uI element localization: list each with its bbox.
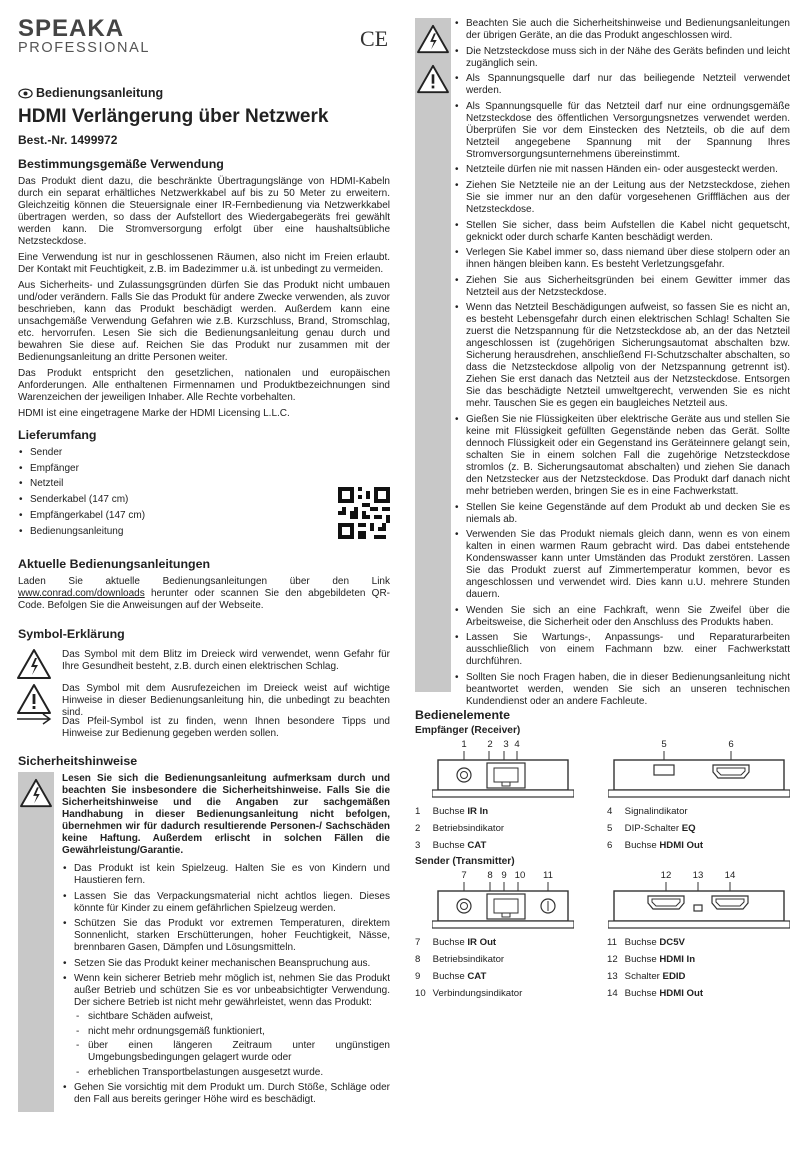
part-item: 8 Betriebsindikator — [415, 954, 505, 965]
safety-item: • Als Spannungsquelle für das Netzteil darf nur eine ordnungsgemäße Netzsteckdose des öffentlichen Versorgungsnetzes verwendet werden. Überprüfen Sie vor dem Einstecken des Netzteils, ob die auf dem Netzteil angegebene Spannung mit der Spannung Ihres Stromversorgungsunternehmens übereinstimmt. — [454, 101, 790, 161]
callout-9: 9 — [501, 870, 507, 881]
doc-header — [18, 86, 390, 147]
doc-kind: Bedienungsanleitung — [36, 86, 164, 100]
safety-item: • Das Produkt ist kein Spielzeug. Halten Sie es von Kindern und Haustieren fern. — [62, 863, 390, 887]
safety-body-left — [62, 773, 390, 1110]
manuals-heading: Aktuelle Bedienungsanleitungen — [18, 557, 211, 571]
downloads-link[interactable]: www.conrad.com/downloads — [18, 587, 145, 599]
safety-item: • Netzteile dürfen nie mit nassen Händen ein- oder ausgesteckt werden. — [454, 164, 790, 176]
symbol-desc: Das Symbol mit dem Ausrufezeichen im Dreieck weist auf wichtige Hinweise in dieser Bedienungsanleitung hin, die unbedingt zu beachten sind. — [62, 683, 390, 718]
safety-item — [62, 973, 390, 1079]
manuals-section — [18, 557, 390, 616]
symbol-desc: Das Pfeil-Symbol ist zu finden, wenn Ihnen besondere Tipps und Hinweise zur Bedienung gegeben werden sollen. — [62, 716, 390, 739]
safety-body-right — [454, 18, 790, 712]
safety-item: • Gießen Sie nie Flüssigkeiten über elektrische Geräte aus und stellen Sie keine mit Flüssigkeit gefüllten Gegenstände neben das Gerät. Sollte dennoch Flüssigkeit oder ein Gegenstand ins Geräteinnere gelangt sein, schalten Sie in einem solchen Fall die zugehörige Netzsteckdose stromlos (z. B. Sicherungsautomat abschalten) und ziehen Sie danach den Netzstecker aus der Netzsteckdose. Das Produkt darf danach nicht mehr betrieben werden, bringen Sie es in eine Fachwerkstatt. — [454, 414, 790, 498]
receiver-back-diagram — [608, 750, 790, 802]
scope-item: • Bedienungsanleitung — [18, 526, 318, 538]
callout-7: 7 — [461, 870, 467, 881]
safety-item: • Als Spannungsquelle darf nur das beiliegende Netzteil verwendet werden. — [454, 73, 790, 97]
safety-item: • Beachten Sie auch die Sicherheitshinweise und Bedienungsanleitungen der übrigen Geräte, an die das Produkt angeschlossen wird. — [454, 18, 790, 42]
safety-subitem: - sichtbare Schäden aufweist, — [74, 1011, 390, 1023]
scope-item: • Empfängerkabel (147 cm) — [18, 510, 318, 522]
callout-13: 13 — [692, 870, 704, 881]
exclamation-warning-icon — [416, 64, 450, 98]
part-item: 4 Signalindikator — [607, 806, 688, 817]
sender-front-diagram — [432, 881, 574, 933]
symbol-desc: Das Symbol mit dem Blitz im Dreieck wird verwendet, wenn Gefahr für Ihre Gesundheit besteht, z.B. durch einen elektrischen Schlag. — [62, 649, 390, 672]
scope-item: • Netzteil — [18, 478, 318, 490]
safety-item: • Wenn das Netzteil Beschädigungen aufweist, so fassen Sie es nicht an, es besteht Lebensgefahr durch einen elektrischen Schlag! Schalten Sie zuerst die Netzspannung für die Netzsteckdose ab, an der das Netzteil angeschlossen ist (zugehörigen Sicherungsautomat abschalten bzw. Sicherung herausdrehen, anschließend FI-Schutzschalter abschalten, so dass die Netzsteckdose allpolig von der Netzspannung getrennt ist). Ziehen Sie erst danach das Netzteil aus der Netzsteckdose. Entsorgen Sie das beschädigte Netzteil umweltgerecht, verwenden Sie es nicht mehr. Tauschen Sie es gegen ein baugleiches Netzteil aus. — [454, 302, 790, 410]
receiver-front-diagram — [432, 750, 574, 802]
safety-item: • Lassen Sie das Verpackungsmaterial nicht achtlos liegen. Dieses könnte für Kinder zu einem gefährlichen Spielzeug werden. — [62, 891, 390, 915]
safety-section — [18, 754, 390, 773]
ce-mark: CE — [360, 26, 389, 51]
order-number: Best.-Nr. 1499972 — [18, 132, 118, 147]
safety-subitem: - nicht mehr ordnungsgemäß funktioniert, — [74, 1026, 390, 1038]
safety-heading: Sicherheitshinweise — [18, 754, 138, 768]
safety-item: • Verwenden Sie das Produkt niemals gleich dann, wenn es von einem kalten in einen warmen Raum gebracht wird. Das dabei entstehende Kondenswasser kann unter Umständen das Produkt zerstören. Lassen Sie das Produkt zuerst auf Zimmertemperatur kommen, bevor es angeschlossen und verwendet wird. Dies kann u.U. mehrere Stunden dauern. — [454, 529, 790, 601]
intended-para: Eine Verwendung ist nur in geschlossenen Räumen, also nicht im Freien erlaubt. Der Kontakt mit Feuchtigkeit, z.B. im Badezimmer u.ä. ist unbedingt zu vermeiden. — [18, 251, 390, 275]
safety-item: • Stellen Sie sicher, dass beim Aufstellen die Kabel nicht gequetscht, geknickt oder durch scharfe Kanten beschädigt werden. — [454, 220, 790, 244]
safety-item: • Lassen Sie Wartungs-, Anpassungs- und Reparaturarbeiten ausschließlich von einem Fachmann bzw. einer Fachwerkstatt durchführen. — [454, 632, 790, 668]
callout-11: 11 — [543, 870, 553, 881]
safety-item: • Sollten Sie noch Fragen haben, die in dieser Bedienungsanleitung nicht beantwortet werden, wenden Sie sich an unseren technischen Kundendienst oder an andere Fachleute. — [454, 672, 790, 708]
controls-section — [415, 708, 520, 737]
part-item: 14 Buchse HDMI Out — [607, 988, 704, 999]
sender-back-diagram — [608, 881, 790, 933]
safety-item: • Gehen Sie vorsichtig mit dem Produkt um. Durch Stöße, Schläge oder den Fall aus bereits geringer Höhe wird es beschädigt. — [62, 1082, 390, 1106]
symbols-section — [18, 627, 390, 646]
part-item: 2 Betriebsindikator — [415, 823, 505, 834]
callout-5: 5 — [661, 739, 667, 750]
callout-1: 1 — [461, 739, 467, 750]
callout-3: 3 — [503, 739, 509, 750]
safety-item-text: Wenn kein sicherer Betrieb mehr möglich ist, nehmen Sie das Produkt außer Betrieb und schützen Sie es vor unbeabsichtigter Verwendung. Der sichere Betrieb ist nicht mehr gewährleistet, wenn das Produkt: — [74, 973, 390, 1009]
lightning-warning-icon — [416, 24, 450, 58]
manuals-text: Laden Sie aktuelle Bedienungsanleitungen über den Link — [18, 575, 390, 587]
receiver-heading: Empfänger (Receiver) — [415, 724, 521, 736]
manuals-text-after: herunter oder scannen Sie den abgebildeten QR-Code. Befolgen Sie die Anweisungen auf der Webseite. — [18, 587, 390, 611]
callout-6: 6 — [728, 739, 734, 750]
part-item: 7 Buchse IR Out — [415, 937, 497, 948]
part-item: 6 Buchse HDMI Out — [607, 840, 704, 851]
symbols-heading: Symbol-Erklärung — [18, 627, 125, 641]
callout-10: 10 — [514, 870, 526, 881]
safety-item: • Verlegen Sie Kabel immer so, dass niemand über diese stolpern oder an ihnen hängen bleiben kann. Es besteht Verletzungsgefahr. — [454, 247, 790, 271]
lightning-warning-icon — [19, 778, 53, 812]
safety-subitem: - erheblichen Transportbelastungen ausgesetzt wurde. — [74, 1067, 390, 1079]
intended-para: Das Produkt entspricht den gesetzlichen, nationalen und europäischen Anforderungen. Alle enthaltenen Firmennamen und Produktbezeichnungen sind Warenzeichen der jeweiligen Inhaber. Alle Rechte vorbehalten. — [18, 367, 390, 403]
brand-sub: PROFESSIONAL — [18, 40, 151, 56]
eye-icon — [18, 88, 33, 103]
scope-item: • Empfänger — [18, 463, 318, 475]
callout-12: 12 — [660, 870, 672, 881]
part-item: 5 DIP-Schalter EQ — [607, 823, 696, 834]
sender-heading: Sender (Transmitter) — [415, 856, 515, 867]
intended-use-section — [18, 157, 390, 424]
scope-section — [18, 428, 318, 542]
safety-item: • Ziehen Sie Netzteile nie an der Leitung aus der Netzsteckdose, ziehen Sie sie immer nur an den dafür vorgesehenen Griffflächen aus der Netzsteckdose. — [454, 180, 790, 216]
brand-name: SPEAKA — [18, 15, 125, 42]
callout-8: 8 — [487, 870, 493, 881]
receiver-parts-right — [607, 806, 787, 857]
part-item: 9 Buchse CAT — [415, 971, 487, 982]
scope-item: • Senderkabel (147 cm) — [18, 494, 318, 506]
safety-item: • Ziehen Sie aus Sicherheitsgründen bei einem Gewitter immer das Netzteil aus der Netzsteckdose. — [454, 275, 790, 299]
scope-heading: Lieferumfang — [18, 428, 97, 442]
intended-use-heading: Bestimmungsgemäße Verwendung — [18, 157, 224, 171]
safety-item: • Die Netzsteckdose muss sich in der Nähe des Geräts befinden und leicht zugänglich sein. — [454, 46, 790, 70]
intended-para: Das Produkt dient dazu, die beschränkte Übertragungslänge von HDMI-Kabeln durch ein separat erhältliches Netzwerkkabel auf bis zu 50 Meter zu erweitern. Gleichzeitig können die Steuersignale einer IR-Fernbedienung via Netzwerkkabel übertragen werden, so dass der Aufstellort des Wiedergabegeräts frei gewählt werden kann. Die Stromversorgung erfolgt über eine haushaltsübliche Netzsteckdose. — [18, 175, 390, 247]
receiver-parts-left — [415, 806, 595, 857]
safety-item: • Setzen Sie das Produkt keiner mechanischen Beanspruchung aus. — [62, 958, 390, 970]
part-item: 13 Schalter EDID — [607, 971, 686, 982]
callout-14: 14 — [724, 870, 736, 881]
safety-intro: Lesen Sie sich die Bedienungsanleitung aufmerksam durch und beachten Sie insbesondere die Sicherheitshinweise. Falls Sie die Sicherheitshinweise und die Angaben zur sachgemäßen Handhabung in dieser Bedienungsanleitung nicht befolgen, übernehmen wir für dadurch resultierende Personen-/ Sachschäden keine Haftung. Außerdem erlischt in solchen Fällen die Gewährleistung/Garantie. — [62, 773, 390, 856]
arrow-right-icon — [16, 713, 52, 729]
part-item: 11 Buchse DC5V — [607, 937, 685, 948]
controls-heading: Bedienelemente — [415, 708, 511, 722]
sender-parts-left — [415, 937, 595, 1005]
brand-logo — [18, 15, 168, 57]
safety-subitem: - über einen längeren Zeitraum unter ungünstigen Umgebungsbedingungen gelagert wurde oder — [74, 1040, 390, 1064]
sender-parts-right — [607, 937, 787, 1005]
qr-code[interactable] — [338, 487, 390, 543]
intended-para: HDMI ist eine eingetragene Marke der HDMI Licensing L.L.C. — [18, 407, 290, 419]
safety-item: • Schützen Sie das Produkt vor extremen Temperaturen, direktem Sonnenlicht, starken Erschütterungen, hoher Feuchtigkeit, Nässe, brennbaren Gasen, Dämpfen und Lösungsmitteln. — [62, 918, 390, 954]
page-title: HDMI Verlängerung über Netzwerk — [18, 106, 329, 127]
safety-sidebar-right — [415, 18, 451, 692]
safety-item: • Wenden Sie sich an eine Fachkraft, wenn Sie Zweifel über die Arbeitsweise, die Sicherheit oder den Anschluss des Produkts haben. — [454, 605, 790, 629]
intended-para: Aus Sicherheits- und Zulassungsgründen dürfen Sie das Produkt nicht umbauen und/oder verändern. Falls Sie das Produkt für andere Zwecke verwenden, als zuvor beschrieben, kann das Produkt beschädigt werden. Außerdem kann eine unsachgemäße Verwendung Gefahren wie z.B. Kurzschluss, Brand, Stromschlag, etc. hervorrufen. Lesen Sie sich die Bedienungsanleitung genau durch und bewahren Sie diese auf. Reichen Sie das Produkt nur zusammen mit der Bedienungsanleitung an dritte Personen weiter. — [18, 279, 390, 363]
scope-item: • Sender — [18, 447, 318, 459]
part-item: 10 Verbindungsindikator — [415, 988, 523, 999]
lightning-warning-icon — [16, 648, 52, 684]
part-item: 3 Buchse CAT — [415, 840, 487, 851]
callout-4: 4 — [514, 739, 520, 750]
callout-2: 2 — [487, 739, 493, 750]
part-item: 12 Buchse HDMI In — [607, 954, 696, 965]
part-item: 1 Buchse IR In — [415, 806, 489, 817]
safety-item: • Stellen Sie keine Gegenstände auf dem Produkt ab und decken Sie es niemals ab. — [454, 502, 790, 526]
safety-sidebar — [18, 772, 54, 1112]
